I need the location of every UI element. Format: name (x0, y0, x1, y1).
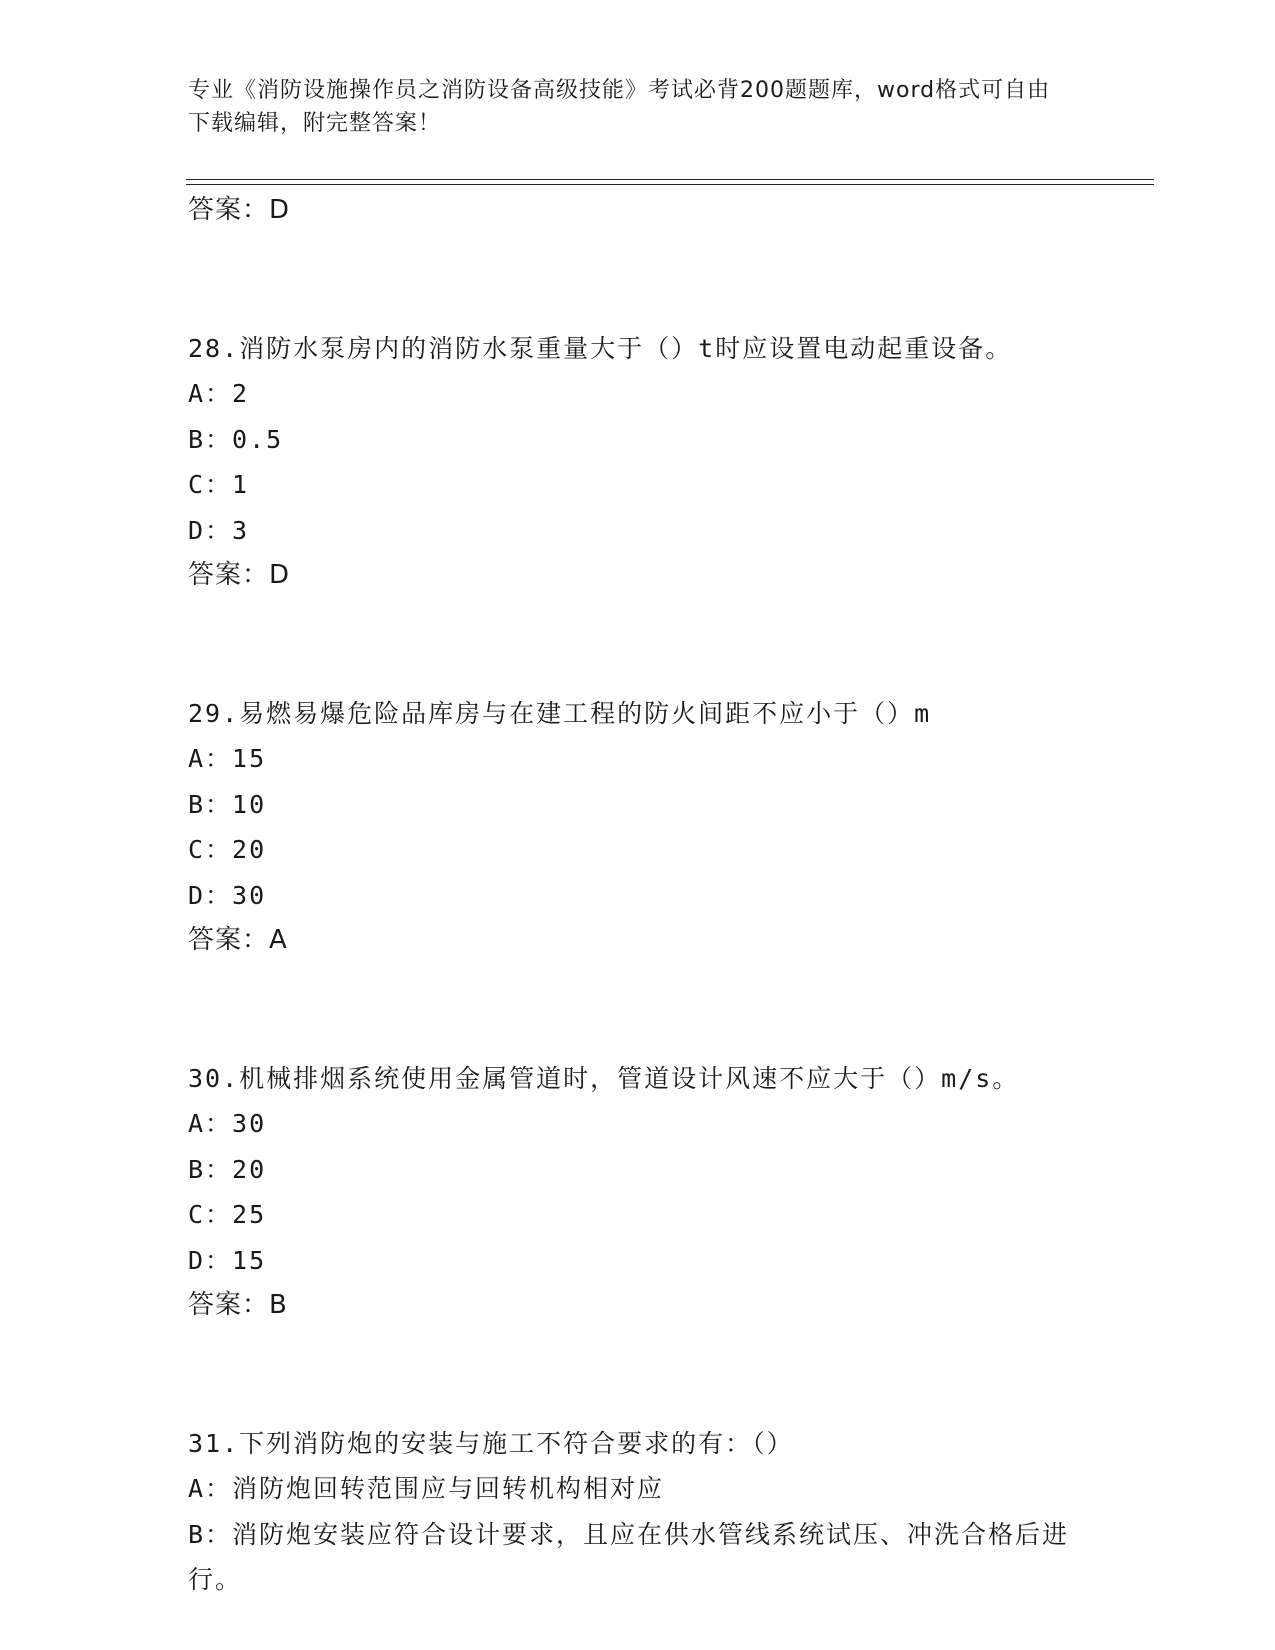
question-29-option-b: B：10 (188, 789, 267, 819)
question-29-option-a: A：15 (188, 744, 267, 773)
header-rule-bottom (186, 184, 1154, 185)
question-29-option-c: C：20 (188, 835, 267, 864)
question-31-stem: 31.下列消防炮的安装与施工不符合要求的有：（） (188, 1428, 794, 1458)
document-header: 专业《消防设施操作员之消防设备高级技能》考试必背200题题库，word格式可自由下载编辑，附完整答案！ (188, 78, 1051, 136)
question-28-answer: 答案：D (188, 560, 291, 590)
question-31-option-a: A：消防炮回转范围应与回转机构相对应 (188, 1474, 665, 1503)
question-28-option-b: B：0.5 (188, 424, 284, 454)
question-28-option-c: C：1 (188, 470, 250, 499)
question-31-option-b: B：消防炮安装应符合设计要求，且应在供水管线系统试压、冲洗合格后进行。 (188, 1519, 1070, 1594)
question-30-option-a: A：30 (188, 1109, 267, 1138)
question-28-stem: 28.消防水泵房内的消防水泵重量大于（）t时应设置电动起重设备。 (188, 333, 1013, 363)
header-rule-top (186, 179, 1154, 180)
question-30-stem: 30.机械排烟系统使用金属管道时，管道设计风速不应大于（）m/s。 (188, 1063, 1020, 1093)
question-30-option-c: C：25 (188, 1200, 267, 1229)
previous-answer: 答案：D (188, 195, 291, 225)
question-30-answer: 答案：B (188, 1290, 288, 1320)
question-29-answer: 答案：A (188, 925, 288, 955)
question-29-option-d: D：30 (188, 880, 267, 910)
question-30-option-d: D：15 (188, 1245, 267, 1275)
question-28-option-a: A：2 (188, 379, 250, 408)
question-28-option-d: D：3 (188, 515, 250, 545)
question-30-option-b: B：20 (188, 1154, 267, 1184)
question-content (188, 188, 1088, 1603)
question-29-stem: 29.易燃易爆危险品库房与在建工程的防火间距不应小于（）m (188, 698, 932, 728)
